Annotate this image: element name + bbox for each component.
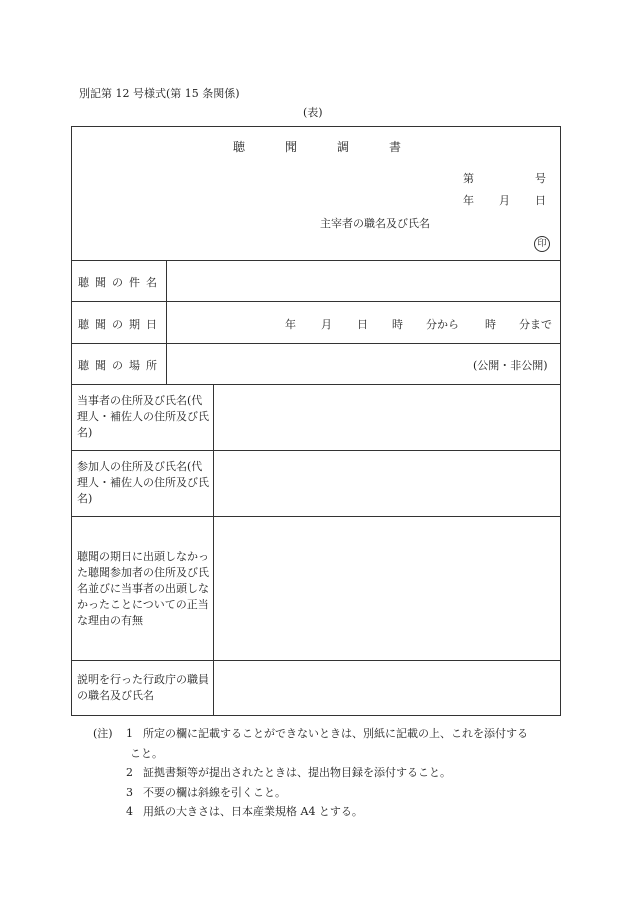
- rule: [72, 260, 561, 261]
- official-name-label: 説明を行った行政庁の職員の職名及び氏名: [77, 673, 209, 702]
- note-continuation: [93, 744, 563, 764]
- note-number: 4: [126, 805, 133, 818]
- presider-label: 主宰者の職名及び氏名: [320, 217, 430, 230]
- note-item: [93, 724, 563, 744]
- document-title: 聴聞調書: [232, 140, 441, 154]
- face-side-label: (表): [303, 106, 323, 119]
- notes-prefix: (注): [93, 727, 113, 740]
- party-address-label: 当事者の住所及び氏名(代理人・補佐人の住所及び氏名): [77, 394, 209, 439]
- hearing-place-label: 聴聞の場所: [78, 359, 163, 372]
- rule: [72, 450, 561, 451]
- hearing-date-from: 分から: [426, 318, 459, 331]
- seal-icon: 印: [534, 236, 550, 252]
- hearing-date-hour: 時: [392, 318, 403, 331]
- hearing-date-day: 日: [357, 318, 368, 331]
- rule: [72, 516, 561, 517]
- hearing-date-hour-end: 時: [485, 318, 496, 331]
- number-prefix: 第: [463, 172, 474, 185]
- date-month-label: 月: [499, 194, 510, 207]
- notes-section: [93, 724, 563, 822]
- hearing-date-until: 分まで: [519, 318, 552, 331]
- date-day-label: 日: [535, 194, 546, 207]
- hearing-record-form: [71, 126, 561, 716]
- note-number: 1: [126, 727, 133, 740]
- rule: [72, 343, 561, 344]
- note-number: 2: [126, 766, 133, 779]
- absent-participant-label: 聴聞の期日に出頭しなかった聴聞参加者の住所及び氏名並びに当事者の出頭しなかったことについての正当な理由の有無: [77, 550, 209, 627]
- rule: [72, 660, 561, 661]
- date-year-label: 年: [463, 194, 474, 207]
- hearing-date-label: 聴聞の期日: [78, 318, 163, 331]
- participant-address-label: 参加人の住所及び氏名(代理人・補佐人の住所及び氏名): [77, 460, 209, 505]
- hearing-date-month: 月: [321, 318, 332, 331]
- number-suffix: 号: [535, 172, 546, 185]
- column-divider: [213, 384, 214, 716]
- form-number-label: 別記第 12 号様式(第 15 条関係): [79, 87, 240, 100]
- note-item: [93, 783, 563, 803]
- note-text: こと。: [130, 746, 163, 760]
- case-name-label: 聴聞の件名: [78, 276, 163, 289]
- note-text: 所定の欄に記載することができないときは、別紙に記載の上、これを添付する: [143, 727, 528, 740]
- note-text: 不要の欄は斜線を引くこと。: [143, 785, 286, 799]
- rule: [72, 301, 561, 302]
- note-item: [93, 802, 563, 822]
- note-item: [93, 763, 563, 783]
- hearing-date-year: 年: [285, 318, 296, 331]
- public-status-label: (公開・非公開): [473, 359, 548, 372]
- note-number: 3: [126, 785, 133, 799]
- note-text: 用紙の大きさは、日本産業規格 A4 とする。: [143, 805, 363, 818]
- rule: [72, 384, 561, 385]
- column-divider: [166, 260, 167, 384]
- note-text: 証拠書類等が提出されたときは、提出物目録を添付すること。: [143, 766, 451, 779]
